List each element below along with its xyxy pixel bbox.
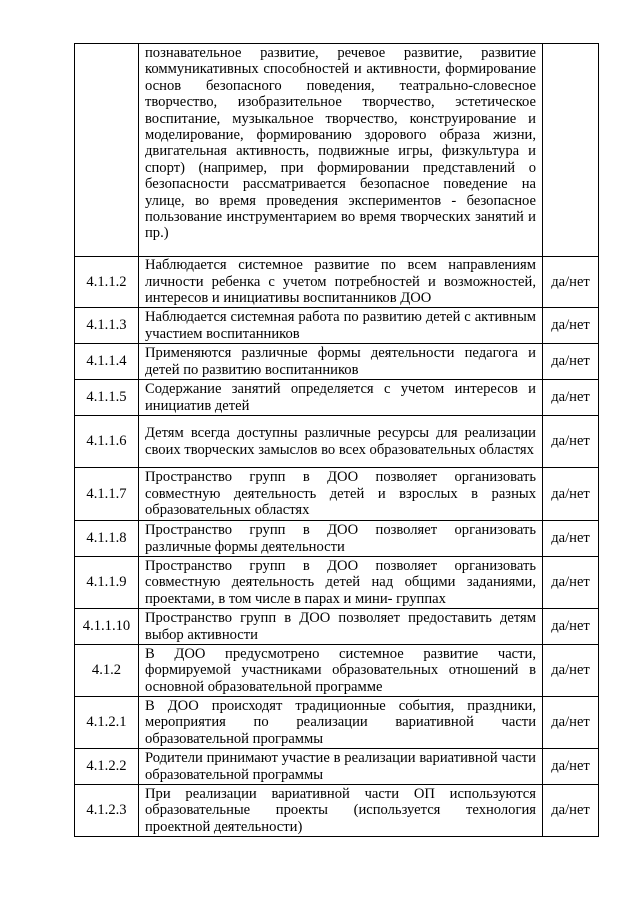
row-answer	[543, 44, 599, 257]
criteria-table	[74, 43, 599, 837]
row-criterion: Пространство групп в ДОО позволяет предоставить детям выбор активности	[139, 609, 543, 645]
row-answer: да/нет	[543, 609, 599, 645]
table-row	[75, 44, 599, 257]
row-criterion: Наблюдается системная работа по развитию детей с активным участием воспитанников	[139, 308, 543, 344]
table-row	[75, 697, 599, 749]
row-criterion: В ДОО происходят традиционные события, праздники, мероприятия по реализации вариативной части образовательной программы	[139, 697, 543, 749]
table-row	[75, 416, 599, 468]
row-answer: да/нет	[543, 645, 599, 697]
row-answer: да/нет	[543, 697, 599, 749]
row-number: 4.1.1.4	[75, 344, 139, 380]
table-row	[75, 308, 599, 344]
row-criterion: Применяются различные формы деятельности педагога и детей по развитию воспитанников	[139, 344, 543, 380]
row-number: 4.1.1.10	[75, 609, 139, 645]
row-criterion: Пространство групп в ДОО позволяет организовать совместную деятельность детей и взрослых в разных образовательных областях	[139, 468, 543, 521]
row-criterion: В ДОО предусмотрено системное развитие части, формируемой участниками образовательных отношений в основной образовательной программе	[139, 645, 543, 697]
row-number: 4.1.1.8	[75, 521, 139, 557]
row-criterion: Детям всегда доступны различные ресурсы для реализации своих творческих замыслов во всех образовательных областях	[139, 416, 543, 468]
row-criterion: Пространство групп в ДОО позволяет организовать совместную деятельность детей над общими заданиями, проектами, в том числе в парах и мини- группах	[139, 557, 543, 609]
table-row	[75, 785, 599, 837]
row-number: 4.1.1.5	[75, 380, 139, 416]
table-row	[75, 380, 599, 416]
row-number: 4.1.1.3	[75, 308, 139, 344]
row-criterion: При реализации вариативной части ОП используются образовательные проекты (используется технология проектной деятельности)	[139, 785, 543, 837]
row-number: 4.1.1.7	[75, 468, 139, 521]
row-answer: да/нет	[543, 308, 599, 344]
row-answer: да/нет	[543, 344, 599, 380]
row-answer: да/нет	[543, 468, 599, 521]
row-number: 4.1.2.1	[75, 697, 139, 749]
table-row	[75, 521, 599, 557]
table-row	[75, 749, 599, 785]
row-number: 4.1.1.6	[75, 416, 139, 468]
table-row	[75, 609, 599, 645]
row-answer: да/нет	[543, 521, 599, 557]
row-number: 4.1.1.9	[75, 557, 139, 609]
table-row	[75, 557, 599, 609]
row-answer: да/нет	[543, 416, 599, 468]
table-row	[75, 257, 599, 308]
row-criterion: познавательное развитие, речевое развитие, развитие коммуникативных способностей и активности, формирование основ безопасного поведения, театрально-словесное творчество, изобразительное творчество, эстетическое воспитание, музыкальное творчество, конструирование и моделирование, формированию здорового образа жизни, двигательная активность, подвижные игры, физкультура и спорт) (например, при формировании представлений о безопасности рассматривается безопасное поведение на улице, во время проведения экспериментов - безопасное пользование инструментарием во время творческих занятий и пр.)	[139, 44, 543, 257]
row-number: 4.1.2	[75, 645, 139, 697]
table-row	[75, 468, 599, 521]
row-number: 4.1.1.2	[75, 257, 139, 308]
row-answer: да/нет	[543, 380, 599, 416]
row-criterion: Пространство групп в ДОО позволяет организовать различные формы деятельности	[139, 521, 543, 557]
row-number: 4.1.2.3	[75, 785, 139, 837]
row-criterion: Наблюдается системное развитие по всем направлениям личности ребенка с учетом потребностей и возможностей, интересов и инициативы воспитанников ДОО	[139, 257, 543, 308]
row-answer: да/нет	[543, 749, 599, 785]
row-answer: да/нет	[543, 257, 599, 308]
row-number: 4.1.2.2	[75, 749, 139, 785]
row-answer: да/нет	[543, 785, 599, 837]
table-row	[75, 645, 599, 697]
row-number	[75, 44, 139, 257]
row-answer: да/нет	[543, 557, 599, 609]
row-criterion: Родители принимают участие в реализации вариативной части образовательной программы	[139, 749, 543, 785]
table-row	[75, 344, 599, 380]
row-criterion: Содержание занятий определяется с учетом интересов и инициатив детей	[139, 380, 543, 416]
